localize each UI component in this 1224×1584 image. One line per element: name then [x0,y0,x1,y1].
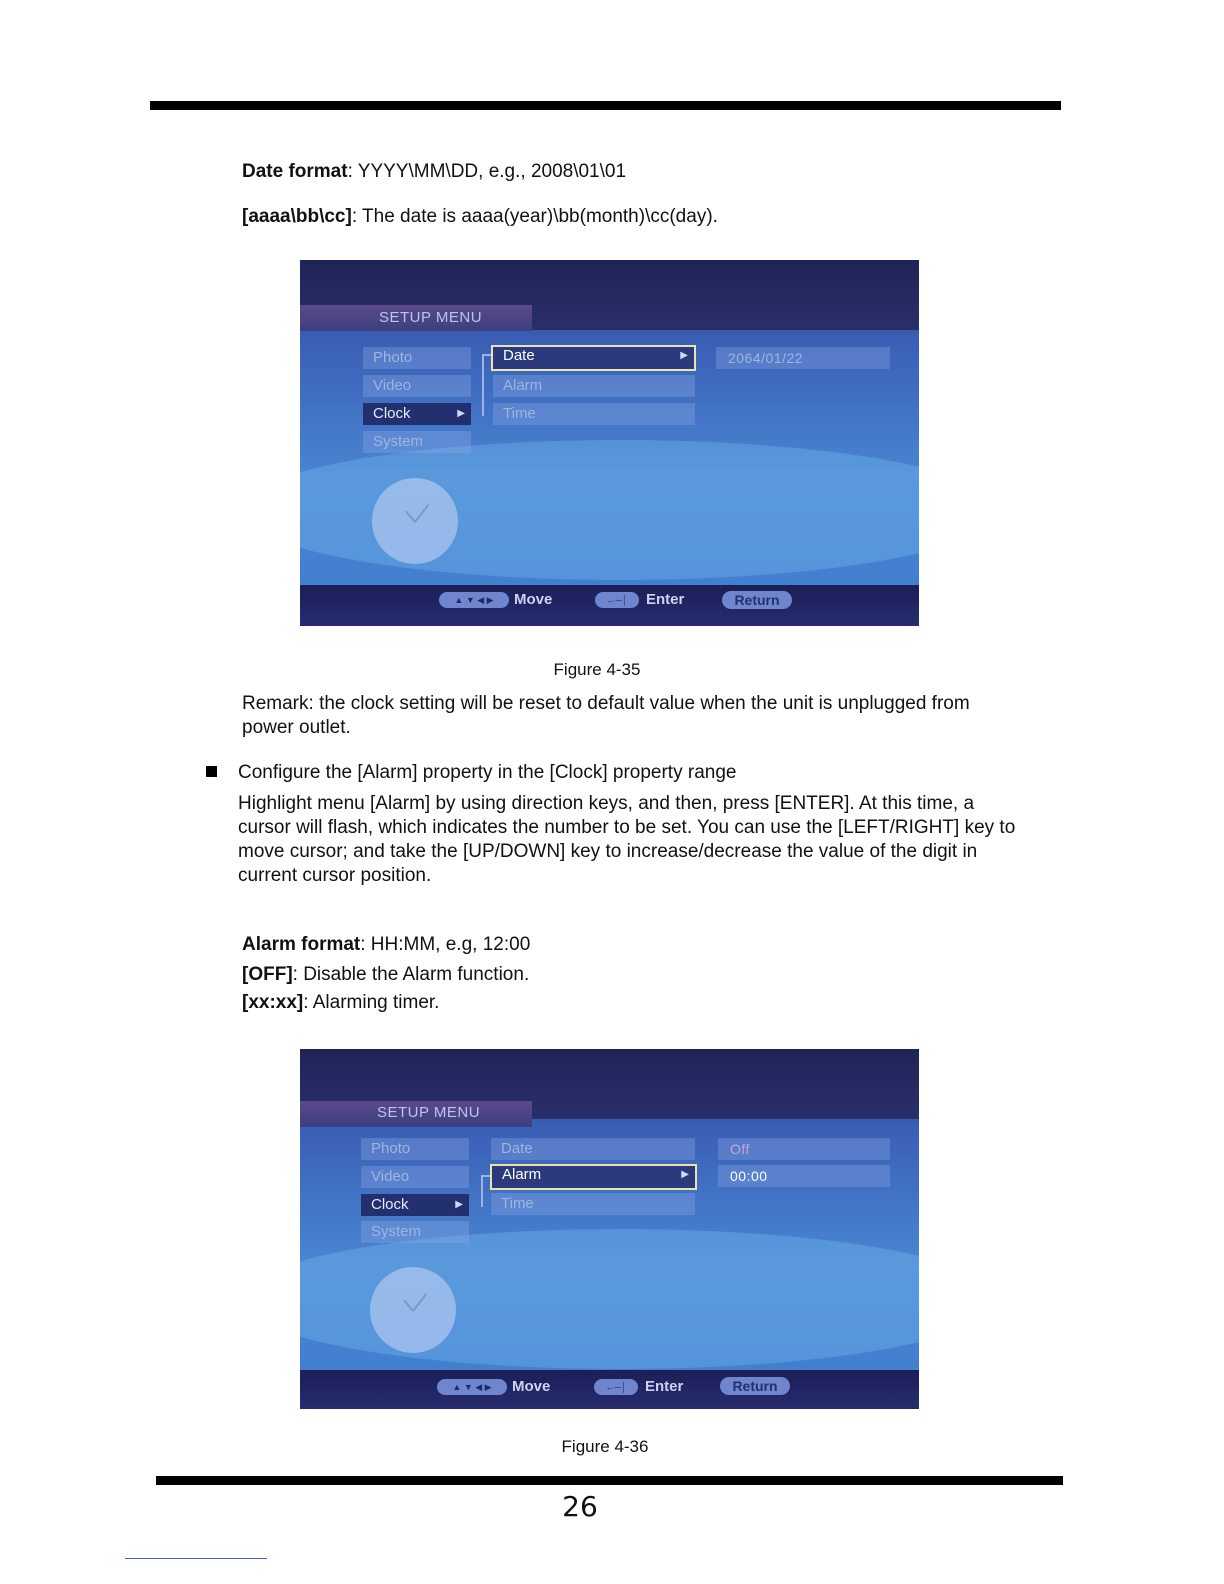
menu-item-label: Clock [371,1196,409,1213]
alarm-timer-line [242,991,439,1015]
alarm-off-label: [OFF] [242,964,293,985]
date-format-line [242,160,626,184]
menu-item-label: System [373,433,424,450]
clock-icon [370,1267,456,1353]
hint-move: Move [512,1378,551,1395]
right-arrow-icon: ▶ [680,350,688,361]
return-key-icon: Return [720,1377,790,1395]
setup-menu-title: SETUP MENU [377,1104,481,1121]
alarm-format-label: Alarm format [242,934,361,955]
figure-4-35-screen [300,260,919,626]
alarm-format-value: : HH:MM, e.g, 12:00 [360,934,531,955]
right-arrow-icon: ▶ [455,1199,463,1210]
submenu-label: Alarm [502,1166,542,1183]
alarm-timer-value: : Alarming timer. [303,992,440,1013]
alarm-off-line [242,963,529,987]
menu-item-photo[interactable] [361,1138,469,1160]
menu-item-label: Video [371,1168,410,1185]
footnote-line [125,1558,267,1559]
clock-icon [372,478,458,564]
menu-item-photo[interactable] [363,347,471,369]
alarm-off-value: : Disable the Alarm function. [292,964,530,985]
menu-item-video[interactable] [363,375,471,397]
menu-item-video[interactable] [361,1166,469,1188]
return-key-icon: Return [722,591,792,609]
submenu-item-date[interactable] [491,345,696,371]
right-arrow-icon: ▶ [681,1169,689,1180]
date-tag-line [242,205,718,229]
menu-item-label: Photo [371,1140,411,1157]
figure-4-35-caption: Figure 4-35 [553,660,641,679]
submenu-item-alarm[interactable] [490,1164,697,1190]
submenu-label: Time [503,405,536,422]
remark-text: Remark: the clock setting will be reset to default value when the unit is unplugged from power outlet. [242,693,970,738]
alarm-time-box[interactable]: 00:00 [718,1165,890,1187]
figure-4-36-caption: Figure 4-36 [561,1437,649,1456]
hint-enter: Enter [646,591,685,608]
submenu-label: Time [501,1195,534,1212]
direction-keys-icon: ▲ ▼ ◀ ▶ [437,1379,507,1395]
submenu-label: Date [503,347,535,364]
menu-item-system[interactable] [363,431,471,453]
top-rule [150,101,1061,110]
date-format-label: Date format [242,161,348,182]
date-tag-value: : The date is aaaa(year)\bb(month)\cc(day). [351,206,718,227]
hint-move: Move [514,591,553,608]
direction-keys-icon: ▲ ▼ ◀ ▶ [439,592,509,608]
date-format-value: : YYYY\MM\DD, e.g., 2008\01\01 [347,161,627,182]
page-number: 26 [562,1490,598,1523]
menu-item-label: System [371,1223,422,1240]
setup-menu-title: SETUP MENU [379,309,483,326]
menu-item-clock[interactable] [363,403,471,425]
submenu-item-time[interactable] [493,403,695,425]
alarm-timer-label: [xx:xx] [242,992,304,1013]
bullet-heading: Configure the [Alarm] property in the [Clock] property range [238,762,737,783]
submenu-item-date[interactable] [491,1138,695,1160]
figure-4-36-screen [300,1049,919,1409]
menu-item-label: Photo [373,349,413,366]
submenu-label: Alarm [503,377,543,394]
right-arrow-icon: ▶ [457,408,465,419]
bullet-body: Highlight menu [Alarm] by using direction keys, and then, press [ENTER]. At this time, a cursor will flash, which indicates the number to be set. You can use the [LEFT/RIGHT] key to move cursor; and take the [UP/DOWN] key to increase/decrease the value of the digit in current cursor position. [238,793,1016,886]
bottom-rule [156,1476,1063,1485]
date-value-box[interactable]: 2064/01/22 [716,347,890,369]
menu-item-system[interactable] [361,1221,469,1243]
bullet-marker [206,766,217,777]
menu-item-clock[interactable] [361,1194,469,1216]
menu-item-label: Clock [373,405,411,422]
submenu-label: Date [501,1140,533,1157]
submenu-item-alarm[interactable] [493,375,695,397]
enter-key-icon: ←─│ [594,1379,638,1395]
menu-item-label: Video [373,377,412,394]
enter-key-icon: ←─│ [595,592,639,608]
date-tag-label: [aaaa\bb\cc] [242,206,352,227]
alarm-off-box[interactable]: Off [718,1138,890,1160]
submenu-item-time[interactable] [491,1193,695,1215]
alarm-format-line [242,933,530,957]
hint-enter: Enter [645,1378,684,1395]
